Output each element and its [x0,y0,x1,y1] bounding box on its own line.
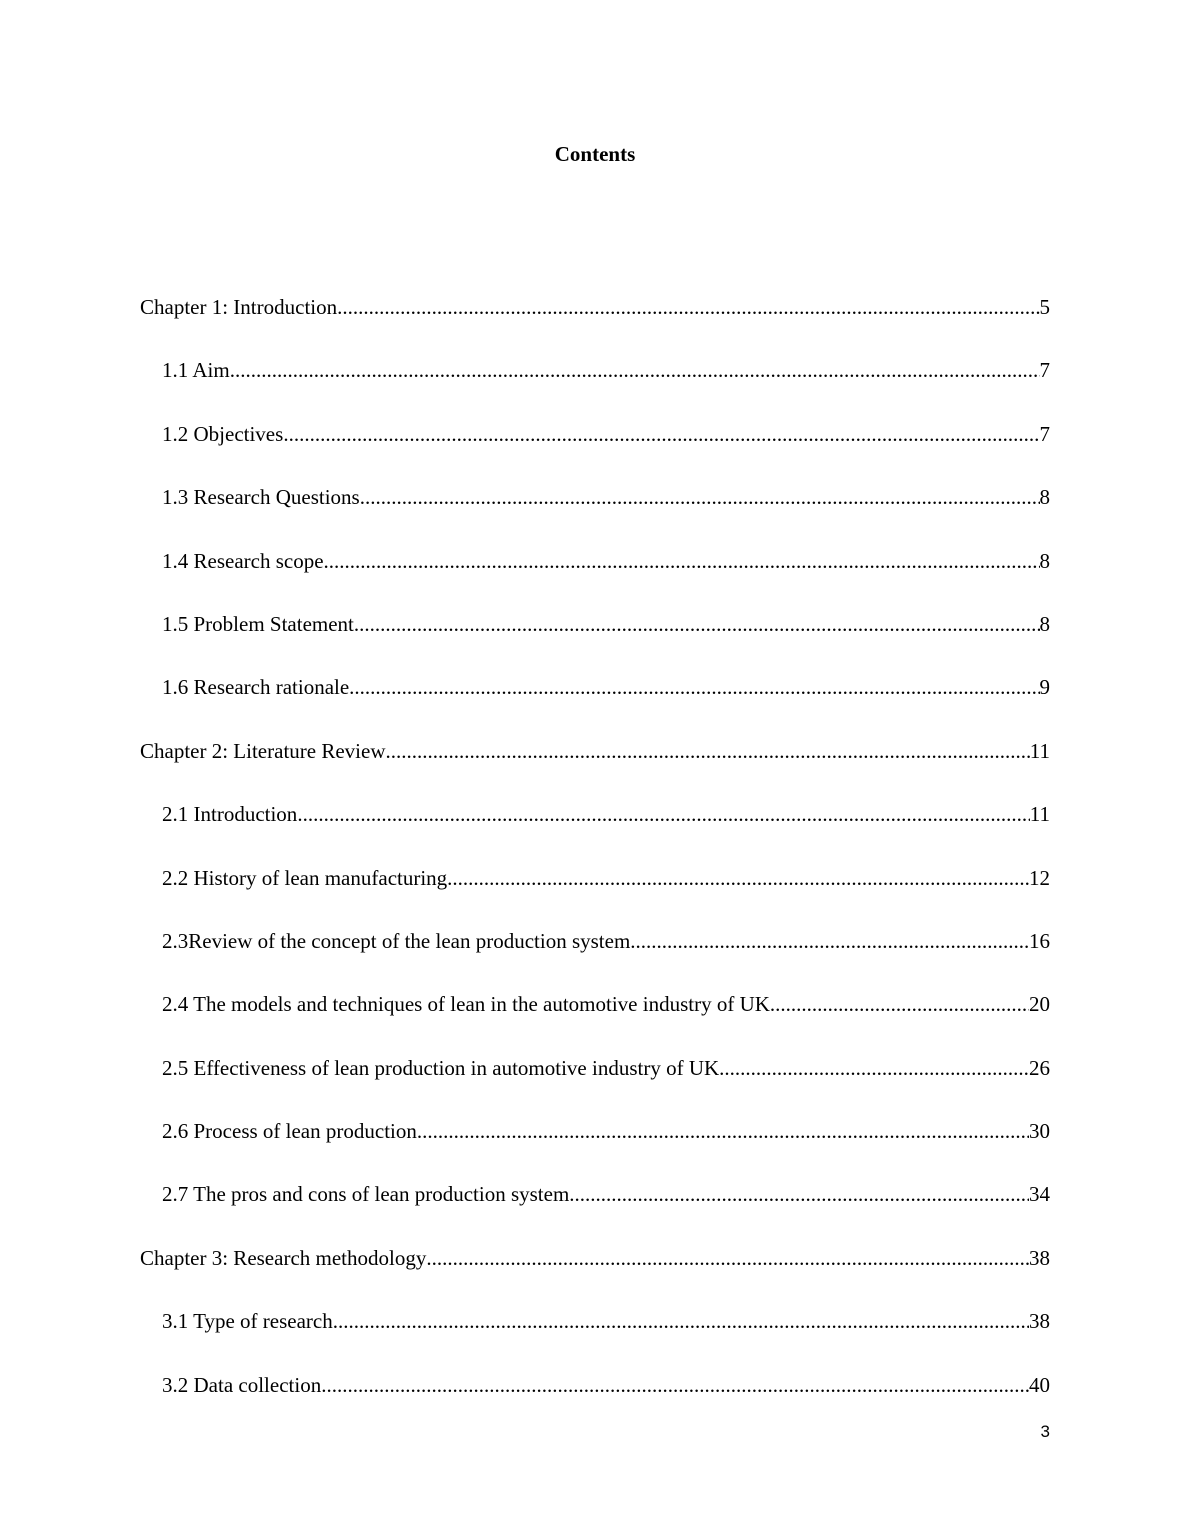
toc-entry-page: 8 [1039,611,1050,636]
toc-entry-page: 38 [1029,1309,1050,1334]
toc-entry-label: 1.4 Research scope [162,548,324,573]
toc-entry[interactable] [140,927,1050,990]
toc-entry[interactable] [140,610,1050,673]
toc-entry-page: 11 [1029,738,1050,763]
toc-dot-leader [349,673,1039,701]
toc-entry-page: 11 [1029,802,1050,827]
toc-entry-page: 9 [1039,675,1050,700]
toc-entry[interactable] [140,1244,1050,1307]
toc-entry-label: 1.2 Objectives [162,421,284,446]
toc-dot-leader [569,1180,1029,1208]
toc-entry[interactable] [140,1117,1050,1180]
toc-entry-page: 30 [1029,1119,1050,1144]
toc-entry[interactable] [140,990,1050,1053]
toc-entry[interactable] [140,737,1050,800]
toc-entry[interactable] [140,420,1050,483]
toc-dot-leader [719,1054,1029,1082]
toc-entry-page: 12 [1029,865,1050,890]
toc-entry-label: 1.6 Research rationale [162,675,350,700]
toc-entry-page: 7 [1039,421,1050,446]
toc-entry[interactable] [140,1307,1050,1370]
toc-dot-leader [283,420,1039,448]
toc-entry[interactable] [140,673,1050,736]
toc-dot-leader [386,737,1030,765]
toc-entry-label: Chapter 2: Literature Review [140,738,386,763]
toc-entry-page: 8 [1039,485,1050,510]
toc-entry[interactable] [140,483,1050,546]
toc-dot-leader [770,990,1029,1018]
toc-dot-leader [230,356,1040,384]
toc-entry-page: 38 [1029,1245,1050,1270]
toc-entry[interactable] [140,1371,1050,1434]
toc-entry-label: 2.6 Process of lean production [162,1119,417,1144]
toc-dot-leader [447,864,1029,892]
toc-entry-page: 26 [1029,1055,1050,1080]
table-of-contents [140,293,1050,1434]
toc-entry-label: 1.3 Research Questions [162,485,360,510]
toc-dot-leader [360,483,1040,511]
page-title: Contents [554,142,636,166]
toc-entry-page: 16 [1029,928,1050,953]
toc-dot-leader [417,1117,1029,1145]
toc-entry-label: 2.4 The models and techniques of lean in the automotive industry of UK [162,992,770,1017]
toc-entry-label: 2.3Review of the concept of the lean production system [162,928,631,953]
toc-entry-label: 2.1 Introduction [162,802,298,827]
toc-entry-label: 2.5 Effectiveness of lean production in automotive industry of UK [162,1055,720,1080]
toc-entry-label: Chapter 1: Introduction [140,295,338,319]
toc-entry[interactable] [140,1180,1050,1243]
toc-dot-leader [333,1307,1029,1335]
toc-entry-page: 7 [1039,358,1050,383]
toc-entry[interactable] [140,1054,1050,1117]
toc-dot-leader [321,1371,1029,1399]
toc-entry-label: 3.2 Data collection [162,1372,322,1397]
toc-dot-leader [630,927,1029,955]
toc-dot-leader [337,293,1039,321]
toc-entry-label: 2.2 History of lean manufacturing [162,865,448,890]
toc-entry[interactable] [140,356,1050,419]
toc-entry[interactable] [140,800,1050,863]
toc-dot-leader [324,547,1040,575]
toc-entry[interactable] [140,547,1050,610]
toc-entry-page: 8 [1039,548,1050,573]
toc-entry[interactable] [140,864,1050,927]
toc-entry-label: 2.7 The pros and cons of lean production system [162,1182,570,1207]
toc-entry-page: 20 [1029,992,1050,1017]
toc-entry-page: 40 [1029,1372,1050,1397]
toc-dot-leader [354,610,1040,638]
toc-entry[interactable] [140,293,1050,356]
toc-dot-leader [426,1244,1029,1272]
toc-dot-leader [297,800,1029,828]
toc-entry-label: 1.5 Problem Statement [162,611,354,636]
toc-entry-label: Chapter 3: Research methodology [140,1245,427,1270]
toc-entry-page: 5 [1039,295,1050,319]
toc-entry-label: 1.1 Aim [162,358,230,383]
page-number: 3 [1040,1422,1050,1441]
toc-entry-label: 3.1 Type of research [162,1309,333,1334]
toc-entry-page: 34 [1029,1182,1050,1207]
